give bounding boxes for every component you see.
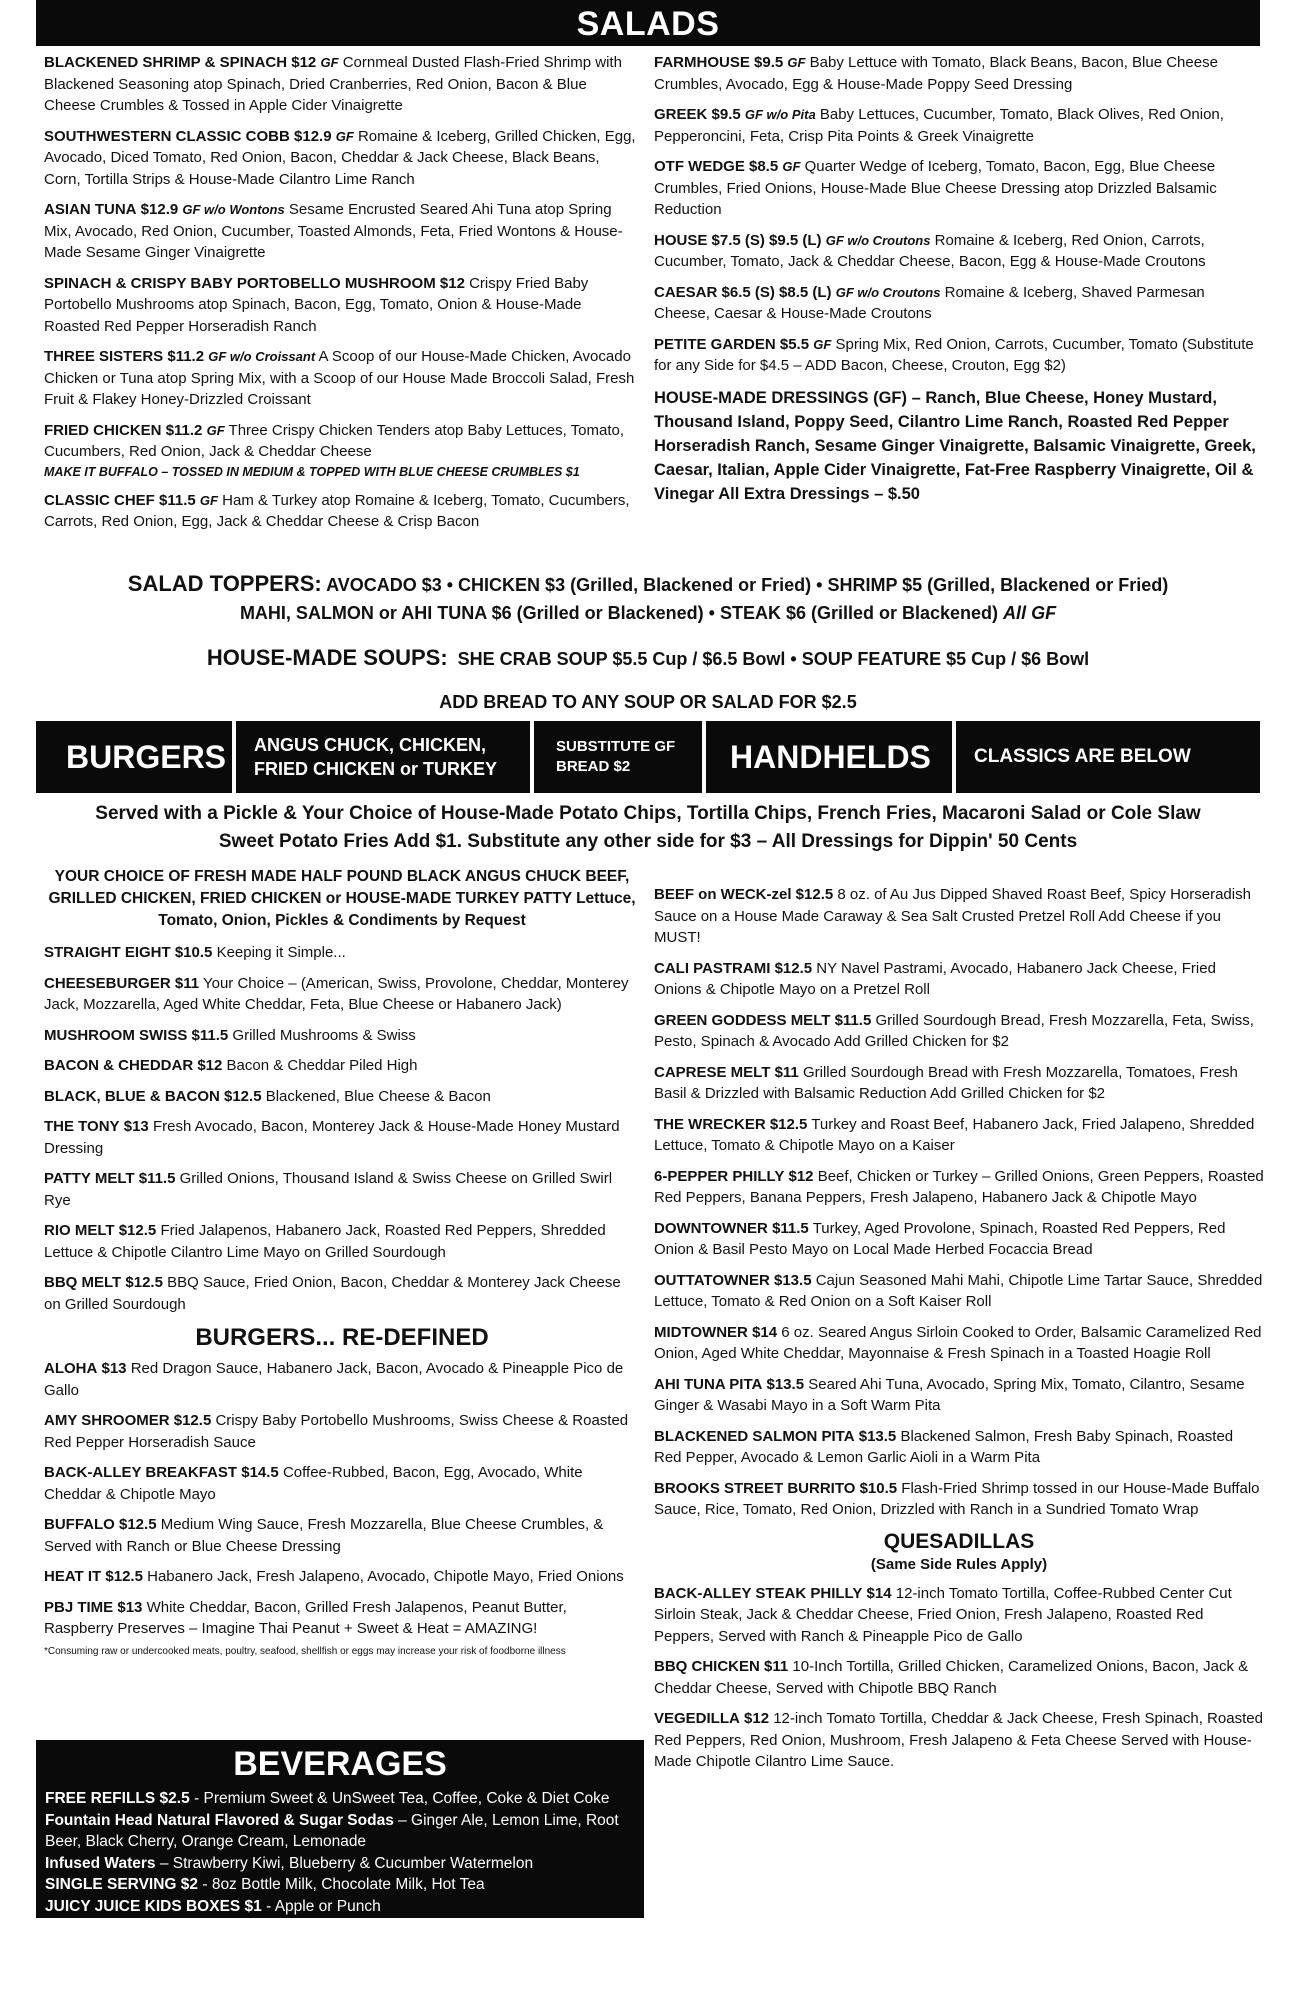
item-name: SPINACH & CRISPY BABY PORTOBELLO MUSHROOM	[44, 274, 436, 292]
item-description: Grilled Sourdough Bread with Fresh Mozzarella, Tomatoes, Fresh Basil & Drizzled with Balsamic Reduction Add Grilled Chicken for $2	[654, 1063, 1238, 1102]
item-description: 10-Inch Tortilla, Grilled Chicken, Caramelized Onions, Bacon, Jack & Cheddar Cheese, Served with Chipotle BBQ Ranch	[654, 1658, 1249, 1697]
item-price: $12	[744, 1710, 770, 1727]
item-description: Ham & Turkey atop Romaine & Iceberg, Tomato, Cucumbers, Carrots, Red Onion, Egg, Jack & Cheddar Cheese & Crisp Bacon	[44, 491, 630, 530]
quesadilla-item	[654, 1583, 1264, 1648]
handheld-item	[654, 1374, 1264, 1417]
item-price: $12.9	[140, 201, 179, 218]
beverage-label: Fountain Head Natural Flavored & Sugar Sodas	[45, 1811, 394, 1829]
beverage-label: Infused Waters	[45, 1854, 156, 1872]
item-price: $11.5	[834, 1011, 872, 1029]
item-description: Cornmeal Dusted Flash-Fried Shrimp with Blackened Seasoning atop Spinach, Dried Cranberries, Red Onion, Bacon & Blue Cheese Crumbles & Tossed in Apple Cider Vinaigrette	[44, 54, 622, 114]
toppers-label: SALAD TOPPERS:	[127, 571, 322, 596]
bar-divider	[530, 721, 534, 793]
item-name: BACON & CHEDDAR	[44, 1057, 194, 1074]
item-name: BLACK, BLUE & BACON	[44, 1087, 220, 1105]
item-description: Coffee-Rubbed, Bacon, Egg, Avocado, White Cheddar & Chipotle Mayo	[44, 1464, 583, 1503]
quesadilla-item	[654, 1656, 1264, 1699]
item-price: $13.5	[774, 1271, 812, 1289]
item-price: $13	[101, 1360, 127, 1377]
salad-item	[44, 490, 636, 533]
item-price: $11.2	[167, 348, 205, 365]
item-description: 6 oz. Seared Angus Sirloin Cooked to Order, Balsamic Caramelized Red Onion, Aged White Cheddar, Mayonnaise & Fresh Spinach in a Toasted Hoagie Roll	[654, 1323, 1262, 1362]
item-description: Habanero Jack, Fresh Jalapeno, Avocado, Chipotle Mayo, Fried Onions	[147, 1568, 624, 1585]
burger-item	[44, 1086, 640, 1108]
burger-item	[44, 942, 640, 964]
gf-tag: GF	[335, 128, 354, 144]
toppers-line2: MAHI, SALMON or AHI TUNA $6 (Grilled or Blackened) • STEAK $6 (Grilled or Blackened)	[239, 603, 999, 623]
salad-item	[654, 52, 1264, 95]
burgers-header: BURGERS	[66, 738, 227, 775]
item-description: 12-inch Tomato Tortilla, Coffee-Rubbed Center Cut Sirloin Steak, Jack & Cheddar Cheese, Fried Onion, Fresh Jalapeno, Roasted Red Peppers, Served with Ranch & Pineapple Pico de Gallo	[654, 1584, 1232, 1645]
beverage-line	[36, 1853, 644, 1875]
gf-tag: GF	[782, 159, 801, 174]
item-name: DOWNTOWNER	[654, 1219, 768, 1237]
item-name: PBJ TIME	[44, 1598, 114, 1616]
item-description: Sesame Encrusted Seared Ahi Tuna atop Spring Mix, Avocado, Red Onion, Cucumber, Toasted Almonds, Feta, Fried Wontons & House-Made Sesame Ginger Vinaigrette	[44, 201, 623, 261]
item-price: $12.5	[774, 959, 813, 977]
item-description: A Scoop of our House-Made Chicken, Avocado Chicken or Tuna atop Spring Mix, with a Scoop of our House Made Broccoli Salad, Fresh Fruit & Flakey Honey-Drizzled Croissant	[44, 348, 635, 408]
item-description: Seared Ahi Tuna, Avocado, Spring Mix, Tomato, Cilantro, Sesame Ginger & Wasabi Mayo in a Soft Warm Pita	[654, 1375, 1245, 1414]
item-name: THE TONY	[44, 1118, 120, 1135]
item-description: Romaine & Iceberg, Grilled Chicken, Egg, Avocado, Diced Tomato, Red Onion, Bacon, Cheddar & Jack Cheese, Black Beans, Corn, Tortilla Strips & House-Made Cilantro Lime Ranch	[44, 127, 636, 188]
beverage-text: – Ginger Ale, Lemon Lime, Root Beer, Black Cherry, Orange Cream, Lemonade	[45, 1811, 619, 1850]
item-price: $13.5	[766, 1375, 805, 1393]
salad-item	[44, 273, 636, 338]
burger-item	[44, 1220, 640, 1263]
handheld-item	[654, 1218, 1264, 1261]
item-name: STRAIGHT EIGHT	[44, 944, 171, 961]
handheld-item	[654, 1426, 1264, 1469]
beverage-text: - Premium Sweet & UnSweet Tea, Coffee, Coke & Diet Coke	[189, 1790, 610, 1807]
gf-tag: GF w/o Pita	[744, 107, 816, 122]
burger-item	[44, 1410, 640, 1453]
item-name: BUFFALO	[44, 1516, 115, 1533]
item-price: $12	[788, 1167, 814, 1185]
item-name: THE WRECKER	[654, 1115, 766, 1133]
salad-item	[44, 126, 636, 191]
item-price: $6.5 (S) $8.5 (L)	[721, 283, 832, 301]
item-description: Fresh Avocado, Bacon, Monterey Jack & House-Made Honey Mustard Dressing	[44, 1118, 620, 1157]
item-name: CHEESEBURGER	[44, 974, 171, 992]
toppers-line1: AVOCADO $3 • CHICKEN $3 (Grilled, Blackened or Fried) • SHRIMP $5 (Grilled, Blackened or Fried)	[326, 575, 1169, 595]
item-price: $12.5	[173, 1412, 212, 1429]
house-made-dressings: HOUSE-MADE DRESSINGS (GF) – Ranch, Blue Cheese, Honey Mustard, Thousand Island, Poppy Seed, Cilantro Lime Ranch, Roasted Red Pepper Horseradish Ranch, Sesame Ginger Vinaigrette, Balsamic Vinaigrette, Greek, Caesar, Italian, Apple Cider Vinaigrette, Fat-Free Raspberry Vinaigrette, Oil & Vinegar All Extra Dressings – $.50	[654, 388, 1256, 503]
burger-item	[44, 1272, 640, 1315]
beverage-label: FREE REFILLS $2.5	[45, 1790, 190, 1807]
beverage-text: – Strawberry Kiwi, Blueberry & Cucumber Watermelon	[155, 1854, 534, 1872]
item-name: VEGEDILLA	[654, 1710, 740, 1727]
item-description: Turkey, Aged Provolone, Spinach, Roasted Red Peppers, Red Onion & Basil Pesto Mayo on Local Made Herbed Focaccia Bread	[654, 1219, 1226, 1258]
item-name: SOUTHWESTERN CLASSIC COBB	[44, 127, 290, 145]
item-name: BLACKENED SALMON PITA	[654, 1427, 855, 1445]
item-price: $12.9	[294, 127, 332, 145]
item-description: Cajun Seasoned Mahi Mahi, Chipotle Lime Tartar Sauce, Shredded Lettuce, Tomato & Red Onion on a Soft Kaiser Roll	[654, 1271, 1263, 1310]
item-description: Beef, Chicken or Turkey – Grilled Onions, Green Peppers, Roasted Red Peppers, Banana Peppers, Fresh Jalapeno, Habanero Jack & Chipotle Mayo	[654, 1167, 1264, 1206]
quesadilla-item	[654, 1708, 1264, 1773]
item-name: CLASSIC CHEF	[44, 491, 155, 509]
item-description: 12-inch Tomato Tortilla, Cheddar & Jack Cheese, Fresh Spinach, Roasted Red Peppers, Red Onion, Mushroom, Fresh Jalapeno & Feta Cheese Served with House-Made Chipotle Cilantro Lime Sauce.	[654, 1710, 1263, 1770]
burger-item	[44, 973, 640, 1016]
handhelds-column	[654, 884, 1264, 1782]
item-description: Crispy Baby Portobello Mushrooms, Swiss Cheese & Roasted Red Pepper Horseradish Sauce	[44, 1412, 629, 1451]
item-description: Medium Wing Sauce, Fresh Mozzarella, Blue Cheese Crumbles, & Served with Ranch or Blue Cheese Dressing	[44, 1516, 604, 1555]
served-line2: Sweet Potato Fries Add $1. Substitute any other side for $3 – All Dressings for Dippin' 50 Cents	[218, 831, 1078, 852]
item-price: $12	[439, 274, 465, 292]
item-description: Blackened Salmon, Fresh Baby Spinach, Roasted Red Pepper, Avocado & Lemon Garlic Aioli in a Warm Pita	[654, 1427, 1234, 1466]
handheld-item	[654, 1322, 1264, 1365]
item-price: $14	[866, 1584, 892, 1602]
item-price: $10.5	[174, 944, 213, 961]
toppers-all-gf: All GF	[1003, 603, 1057, 623]
item-name: BBQ MELT	[44, 1274, 122, 1291]
item-name: CALI PASTRAMI	[654, 959, 771, 977]
soups-text: SHE CRAB SOUP $5.5 Cup / $6.5 Bowl • SOUP FEATURE $5 Cup / $6 Bowl	[457, 649, 1090, 669]
item-description: Bacon & Cheddar Piled High	[226, 1057, 418, 1074]
salad-item	[44, 346, 636, 411]
item-price: $9.5	[711, 106, 741, 123]
item-price: $12.5	[224, 1087, 262, 1105]
item-price: $11.5	[772, 1219, 809, 1237]
item-name: AHI TUNA PITA	[654, 1375, 763, 1393]
handhelds-header: HANDHELDS	[730, 738, 931, 775]
item-description: White Cheddar, Bacon, Grilled Fresh Jalapenos, Peanut Butter, Raspberry Preserves – Imagine Thai Peanut + Sweet & Heat = AMAZING!	[44, 1598, 567, 1637]
item-price: $11	[174, 974, 200, 992]
beverages-title: BEVERAGES	[233, 1745, 447, 1783]
burgers-handhelds-bar	[36, 721, 1260, 793]
item-name: ASIAN TUNA	[44, 201, 137, 218]
item-price: $12.5	[795, 886, 834, 903]
item-name: GREEK	[654, 106, 708, 123]
salad-item	[654, 156, 1264, 221]
item-price: $12.5	[119, 1516, 157, 1533]
item-price: $13	[117, 1598, 143, 1616]
item-name: PETITE GARDEN	[654, 335, 776, 353]
item-price: $11.5	[191, 1026, 229, 1044]
item-description: Romaine & Iceberg, Shaved Parmesan Cheese, Caesar & House-Made Croutons	[654, 283, 1205, 322]
bar-divider	[702, 721, 706, 793]
burgers-column	[44, 866, 640, 1659]
burger-item	[44, 1055, 640, 1077]
item-name: PATTY MELT	[44, 1170, 135, 1187]
burger-item	[44, 1168, 640, 1211]
item-name: BEEF on WECK-zel	[654, 886, 792, 903]
item-price: $11.5	[138, 1170, 176, 1187]
handheld-item	[654, 1166, 1264, 1209]
item-name: 6-PEPPER PHILLY	[654, 1167, 785, 1185]
burgers-proteins: ANGUS CHUCK, CHICKEN, FRIED CHICKEN or TURKEY	[254, 735, 498, 779]
salads-left-column	[44, 52, 636, 542]
item-name: BACK-ALLEY STEAK PHILLY	[654, 1584, 863, 1602]
served-line1: Served with a Pickle & Your Choice of House-Made Potato Chips, Tortilla Chips, French Fries, Macaroni Salad or Cole Slaw	[95, 803, 1201, 824]
beverage-line	[36, 1874, 644, 1896]
item-name: BROOKS STREET BURRITO	[654, 1479, 856, 1497]
item-description: BBQ Sauce, Fried Onion, Bacon, Cheddar & Monterey Jack Cheese on Grilled Sourdough	[44, 1274, 621, 1313]
item-price: $12	[291, 54, 317, 71]
item-name: BBQ CHICKEN	[654, 1658, 760, 1675]
item-description: Grilled Sourdough Bread, Fresh Mozzarella, Feta, Swiss, Pesto, Spinach & Avocado Add Grilled Chicken for $2	[654, 1011, 1254, 1050]
classics-note: CLASSICS ARE BELOW	[974, 746, 1191, 767]
add-bread-note: ADD BREAD TO ANY SOUP OR SALAD FOR $2.5	[439, 692, 857, 712]
item-name: THREE SISTERS	[44, 348, 164, 365]
item-price: $13.5	[858, 1427, 897, 1445]
salads-header: SALADS	[36, 0, 1260, 46]
handheld-item	[654, 958, 1264, 1001]
item-description: Flash-Fried Shrimp tossed in our House-Made Buffalo Sauce, Rice, Tomato, Red Onion, Drizzled with Ranch in a Sundried Tomato Wrap	[654, 1479, 1260, 1518]
item-description: NY Navel Pastrami, Avocado, Habanero Jack Cheese, Fried Onions & Chipotle Mayo on a Pretzel Roll	[654, 959, 1216, 998]
served-with	[36, 800, 1260, 856]
gf-tag: GF	[813, 336, 832, 352]
house-made-soups	[36, 643, 1260, 674]
item-description: Romaine & Iceberg, Red Onion, Carrots, Cucumber, Tomato, Jack & Cheddar Cheese, Bacon, Egg & House-Made Croutons	[654, 231, 1206, 270]
item-name: OTF WEDGE	[654, 158, 745, 175]
burger-item	[44, 1462, 640, 1505]
salad-item	[654, 230, 1264, 273]
burgers-redefined-title: BURGERS... RE-DEFINED	[195, 1324, 489, 1351]
item-price: $13	[123, 1118, 149, 1135]
gf-tag: GF w/o Croutons	[825, 232, 931, 248]
gf-tag: GF w/o Croutons	[835, 284, 941, 300]
salad-item	[44, 52, 636, 117]
item-description: Crispy Fried Baby Portobello Mushrooms atop Spinach, Bacon, Egg, Tomato, Onion & House-Made Roasted Red Pepper Horseradish Ranch	[44, 274, 589, 335]
item-name: HOUSE	[654, 231, 708, 249]
item-name: HEAT IT	[44, 1568, 102, 1585]
item-name: MUSHROOM SWISS	[44, 1026, 188, 1044]
item-description: Baby Lettuce with Tomato, Black Beans, Bacon, Blue Cheese Crumbles, Avocado, Egg & House-Made Poppy Seed Dressing	[654, 54, 1218, 93]
beverage-text: - 8oz Bottle Milk, Chocolate Milk, Hot Tea	[198, 1876, 485, 1893]
item-note: MAKE IT BUFFALO – TOSSED IN MEDIUM & TOPPED WITH BLUE CHEESE CRUMBLES $1	[44, 464, 580, 479]
handheld-item	[654, 1010, 1264, 1053]
item-description: Fried Jalapenos, Habanero Jack, Roasted Red Peppers, Shredded Lettuce & Chipotle Cilantro Lime Mayo on Grilled Sourdough	[44, 1222, 606, 1261]
item-name: FRIED CHICKEN	[44, 421, 162, 439]
handheld-item	[654, 1114, 1264, 1157]
item-price: $11.2	[165, 421, 203, 439]
item-description: Three Crispy Chicken Tenders atop Baby Lettuces, Tomato, Cucumbers, Red Onion, Jack & Cheddar Cheese	[44, 421, 625, 460]
item-description: Blackened, Blue Cheese & Bacon	[265, 1087, 491, 1105]
item-price: $9.5	[754, 54, 784, 71]
item-price: $14	[752, 1323, 778, 1341]
gf-tag: GF	[787, 55, 806, 70]
item-description: Turkey and Roast Beef, Habanero Jack, Fried Jalapeno, Shredded Lettuce, Tomato & Chipotle Mayo on a Kaiser	[654, 1115, 1255, 1154]
item-name: OUTTATOWNER	[654, 1271, 770, 1289]
item-name: ALOHA	[44, 1360, 98, 1377]
item-name: MIDTOWNER	[654, 1323, 748, 1341]
item-price: $12.5	[769, 1115, 808, 1133]
beverage-line	[36, 1810, 644, 1853]
item-price: $12.5	[118, 1222, 157, 1239]
burger-item	[44, 1025, 640, 1047]
item-price: $5.5	[779, 335, 810, 353]
salad-item	[654, 104, 1264, 147]
item-price: $11.5	[159, 491, 196, 509]
item-price: $12.5	[125, 1274, 163, 1291]
salad-item	[44, 420, 636, 481]
item-description: 8 oz. of Au Jus Dipped Shaved Roast Beef, Spicy Horseradish Sauce on a House Made Caraway & Sea Salt Crusted Pretzel Roll Add Cheese if you MUST!	[654, 886, 1251, 946]
item-description: Grilled Onions, Thousand Island & Swiss Cheese on Grilled Swirl Rye	[44, 1170, 613, 1209]
burger-item	[44, 1116, 640, 1159]
burger-item	[44, 1566, 640, 1588]
item-description: Keeping it Simple...	[216, 944, 346, 961]
item-description: Baby Lettuces, Cucumber, Tomato, Black Olives, Red Onion, Pepperoncini, Feta, Crisp Pita Points & Greek Vinaigrette	[654, 106, 1224, 145]
item-name: CAPRESE MELT	[654, 1063, 771, 1081]
item-description: Red Dragon Sauce, Habanero Jack, Bacon, Avocado & Pineapple Pico de Gallo	[44, 1360, 624, 1399]
burger-item	[44, 1358, 640, 1401]
item-price: $8.5	[749, 158, 779, 175]
burger-item	[44, 1597, 640, 1640]
bar-divider	[232, 721, 236, 793]
item-price: $7.5 (S) $9.5 (L)	[711, 231, 822, 249]
item-name: CAESAR	[654, 283, 718, 301]
burger-item	[44, 1514, 640, 1557]
handheld-item	[654, 1062, 1264, 1105]
salad-toppers	[36, 570, 1260, 627]
item-description: Your Choice – (American, Swiss, Provolone, Cheddar, Monterey Jack, Mozzarella, Aged White Cheddar, Feta, Blue Cheese or Habanero Jack)	[44, 974, 629, 1013]
beverage-text: - Apple or Punch	[261, 1897, 381, 1915]
item-price: $14.5	[241, 1464, 279, 1481]
beverage-line	[36, 1896, 644, 1918]
handheld-item	[654, 1270, 1264, 1313]
item-price: $11	[774, 1063, 799, 1081]
quesadillas-note: (Same Side Rules Apply)	[870, 1555, 1048, 1573]
gf-tag: GF	[206, 422, 225, 438]
item-name: RIO MELT	[44, 1222, 115, 1239]
item-price: $10.5	[859, 1479, 898, 1497]
item-description: Grilled Mushrooms & Swiss	[232, 1026, 416, 1044]
consumer-advisory: *Consuming raw or undercooked meats, poultry, seafood, shellfish or eggs may increase your risk of foodborne illness	[44, 1645, 566, 1657]
item-name: AMY SHROOMER	[44, 1412, 170, 1429]
item-price: $12	[197, 1057, 223, 1074]
item-description: Spring Mix, Red Onion, Carrots, Cucumber, Tomato (Substitute for any Side for $4.5 – ADD Bacon, Cheese, Crouton, Egg $2)	[654, 335, 1254, 374]
beverage-label: JUICY JUICE KIDS BOXES $1	[45, 1897, 262, 1915]
item-price: $12.5	[105, 1568, 143, 1585]
handheld-item	[654, 1478, 1264, 1521]
item-price: $11	[764, 1658, 789, 1675]
quesadillas-title: QUESADILLAS	[883, 1529, 1035, 1553]
item-description: Quarter Wedge of Iceberg, Tomato, Bacon, Egg, Blue Cheese Crumbles, Fried Onions, House-Made Blue Cheese Dressing atop Drizzled Balsamic Reduction	[654, 158, 1217, 218]
gf-tag: GF	[199, 492, 218, 508]
gf-tag: GF w/o Croissant	[208, 349, 316, 364]
burgers-intro: YOUR CHOICE OF FRESH MADE HALF POUND BLACK ANGUS CHUCK BEEF, GRILLED CHICKEN, FRIED CHICKEN or HOUSE-MADE TURKEY PATTY Lettuce, Tomato, Onion, Pickles & Condiments by Request	[48, 868, 636, 929]
item-name: BLACKENED SHRIMP & SPINACH	[44, 54, 288, 71]
beverages-box	[36, 1740, 644, 1918]
salads-right-column	[654, 52, 1264, 506]
item-name: BACK-ALLEY BREAKFAST	[44, 1464, 238, 1481]
salad-item	[654, 334, 1264, 377]
salad-item	[44, 199, 636, 264]
handheld-item	[654, 884, 1264, 949]
beverage-label: SINGLE SERVING $2	[45, 1876, 199, 1893]
item-name: FARMHOUSE	[654, 54, 750, 71]
soups-label: HOUSE-MADE SOUPS:	[206, 645, 448, 670]
gf-tag: GF	[320, 55, 339, 70]
beverage-line	[36, 1788, 644, 1810]
salad-item	[654, 282, 1264, 325]
gf-bread-note: SUBSTITUTE GF BREAD $2	[556, 738, 676, 775]
gf-tag: GF w/o Wontons	[182, 202, 285, 217]
bar-divider	[952, 721, 956, 793]
item-name: GREEN GODDESS MELT	[654, 1011, 831, 1029]
